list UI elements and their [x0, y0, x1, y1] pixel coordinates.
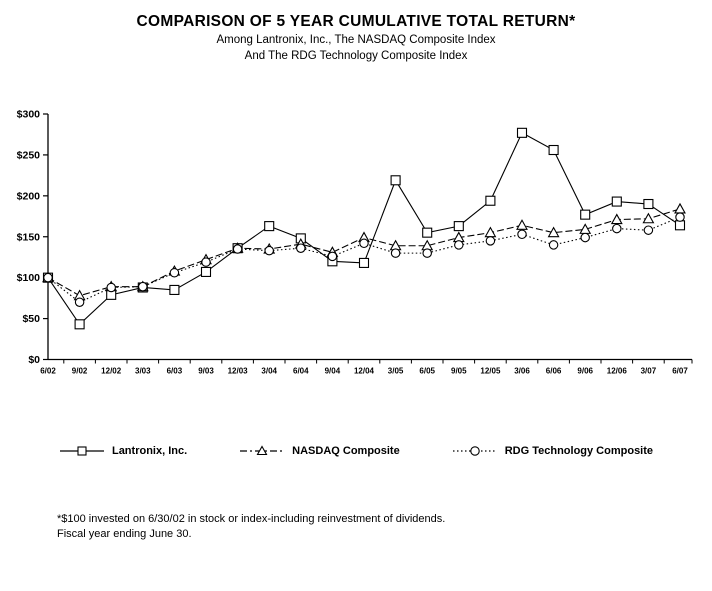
marker-circle: [328, 252, 336, 260]
marker-triangle: [580, 224, 590, 233]
marker-circle: [170, 269, 178, 277]
subtitle-line-1: Among Lantronix, Inc., The NASDAQ Composite Index: [216, 34, 496, 46]
x-tick-label: 6/05: [419, 366, 435, 376]
footnote-line-2: Fiscal year ending June 30.: [57, 527, 192, 540]
y-tick-label: $250: [16, 149, 40, 162]
marker-square: [644, 200, 653, 209]
x-tick-label: 3/06: [514, 366, 530, 376]
x-tick-label: 3/07: [640, 366, 657, 376]
marker-circle: [265, 246, 273, 254]
marker-circle: [581, 233, 589, 241]
marker-circle: [613, 224, 621, 232]
marker-square: [454, 222, 463, 231]
y-tick-label: $100: [16, 272, 40, 285]
x-tick-label: 9/06: [577, 366, 593, 376]
y-tick-label: $0: [28, 354, 40, 366]
marker-circle: [644, 226, 652, 234]
marker-circle: [360, 239, 368, 247]
marker-circle: [202, 258, 210, 266]
marker-circle: [139, 282, 147, 290]
x-tick-label: 6/04: [293, 366, 309, 376]
marker-square: [676, 221, 685, 230]
subtitle-line-2: And The RDG Technology Composite Index: [244, 50, 468, 63]
x-tick-label: 3/03: [135, 366, 151, 376]
marker-circle: [486, 237, 494, 245]
y-tick-label: $150: [16, 231, 40, 244]
chart-legend: [0, 445, 712, 457]
lantronix-solid-square-line-icon: [59, 445, 105, 457]
marker-triangle: [643, 214, 653, 223]
marker-circle: [455, 241, 463, 249]
x-tick-label: 12/05: [480, 366, 501, 376]
marker-circle: [391, 249, 399, 257]
y-tick-label: $300: [16, 108, 40, 121]
marker-circle: [676, 213, 684, 221]
legend-item-nasdaq: [239, 445, 400, 457]
marker-square: [265, 222, 274, 231]
x-tick-label: 6/02: [40, 366, 56, 376]
y-tick-label: $200: [16, 190, 40, 203]
marker-square: [391, 176, 400, 185]
y-tick-label: $50: [22, 313, 40, 326]
marker-circle: [44, 273, 52, 281]
marker-circle: [297, 244, 305, 252]
footnote-line-1: *$100 invested on 6/30/02 in stock or index-including reinvestment of dividends.: [57, 513, 446, 525]
marker-triangle: [517, 220, 527, 229]
marker-square: [486, 196, 495, 205]
x-tick-label: 6/07: [672, 366, 688, 376]
x-tick-label: 6/03: [166, 366, 183, 376]
marker-circle: [423, 249, 431, 257]
marker-square: [549, 146, 558, 155]
x-tick-label: 12/02: [101, 366, 122, 376]
legend-label-nasdaq: NASDAQ Composite: [292, 445, 400, 457]
marker-square: [202, 267, 211, 276]
legend-item-lantronix: [59, 445, 187, 457]
x-tick-label: 6/06: [545, 366, 562, 376]
legend-label-rdg: RDG Technology Composite: [504, 445, 654, 457]
nasdaq-dashed-triangle-line-icon: [239, 445, 285, 457]
marker-square: [75, 320, 84, 329]
x-tick-label: 9/02: [71, 366, 88, 376]
page-title: COMPARISON OF 5 YEAR CUMULATIVE TOTAL RETURN*: [136, 13, 576, 30]
legend-item-rdg: [452, 445, 653, 457]
marker-circle: [107, 283, 115, 291]
legend-label-lantronix: Lantronix, Inc.: [111, 445, 188, 457]
marker-square: [581, 210, 590, 219]
marker-square: [423, 228, 432, 237]
marker-circle: [549, 241, 557, 249]
marker-square: [518, 128, 527, 137]
marker-circle: [75, 298, 83, 306]
x-tick-label: 9/04: [324, 366, 341, 376]
marker-square: [170, 285, 179, 294]
x-tick-label: 9/03: [198, 366, 214, 376]
x-tick-label: 12/03: [227, 366, 248, 376]
marker-circle: [518, 230, 526, 238]
marker-square: [612, 197, 621, 206]
x-tick-label: 3/04: [261, 366, 277, 376]
marker-circle: [233, 245, 241, 253]
x-tick-label: 12/04: [353, 366, 375, 376]
marker-triangle: [675, 204, 685, 213]
x-tick-label: 9/05: [451, 366, 467, 376]
marker-square: [360, 258, 369, 267]
footnote: [57, 512, 445, 542]
x-tick-label: 12/06: [606, 366, 627, 376]
rdg-dotted-circle-line-icon: [452, 445, 498, 457]
x-tick-label: 3/05: [387, 366, 404, 376]
